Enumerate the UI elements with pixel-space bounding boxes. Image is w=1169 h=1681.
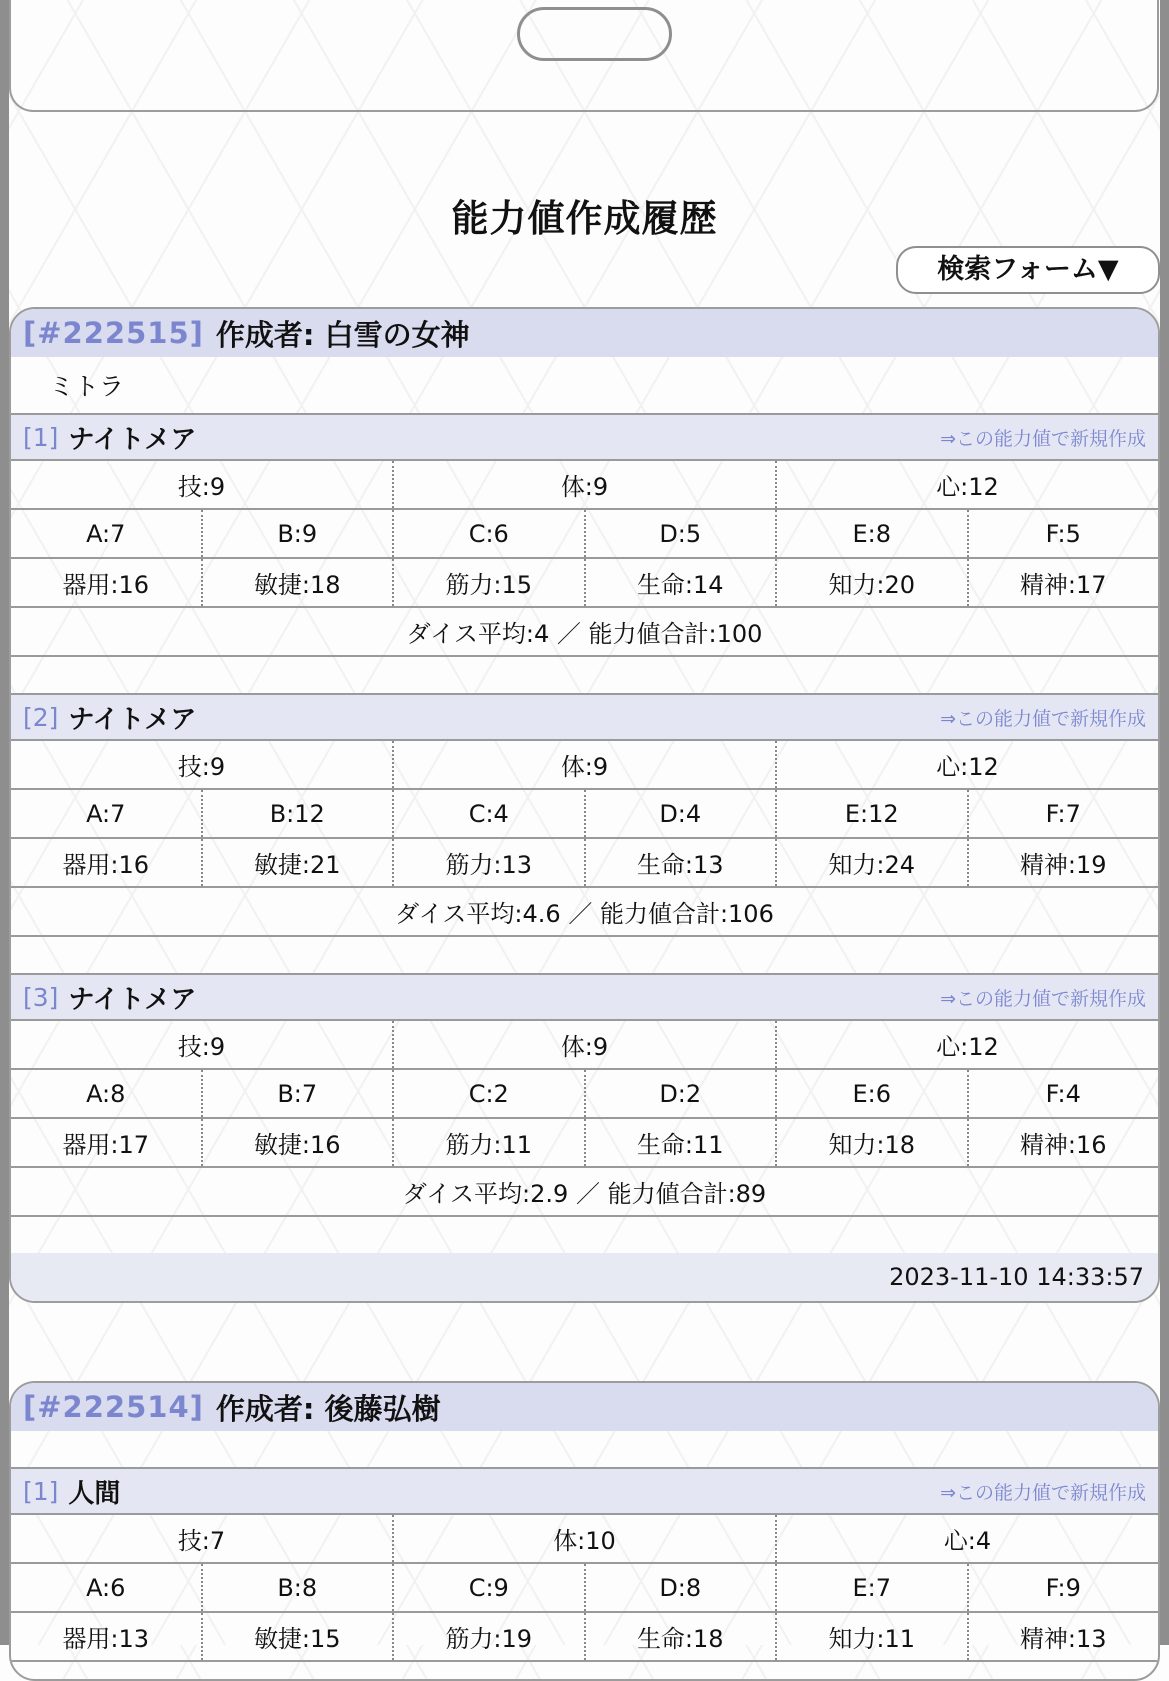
entry-memo xyxy=(11,1431,1158,1467)
base-cell: 技:7 xyxy=(177,1527,226,1555)
stat-cell: 筋力:13 xyxy=(392,839,584,886)
entry-header xyxy=(11,1383,1158,1431)
stat-cell: 生命:18 xyxy=(584,1613,776,1660)
stat-cell: 筋力:11 xyxy=(392,1119,584,1166)
stat-cell: 知力:24 xyxy=(775,839,967,886)
base-cell: 体:9 xyxy=(392,1021,775,1068)
dice-cell: D:2 xyxy=(584,1070,776,1117)
history-entry xyxy=(9,1381,1160,1681)
dice-cell: C:9 xyxy=(392,1564,584,1611)
dice-cell: D:5 xyxy=(584,510,776,557)
dice-cell: E:6 xyxy=(775,1070,967,1117)
record-race: ナイトメア xyxy=(68,424,197,455)
base-row xyxy=(11,741,1158,790)
base-row xyxy=(11,1021,1158,1070)
menu-button[interactable] xyxy=(517,7,672,61)
record-race: ナイトメア xyxy=(68,704,197,735)
stat-cell: 生命:14 xyxy=(584,559,776,606)
dice-cell: F:4 xyxy=(967,1070,1159,1117)
history-entry xyxy=(9,307,1160,1303)
stat-cell: 敏捷:15 xyxy=(201,1613,393,1660)
dice-cell: C:4 xyxy=(392,790,584,837)
search-form-toggle[interactable]: 検索フォーム▼ xyxy=(896,246,1160,294)
dice-row xyxy=(11,1070,1158,1119)
dice-cell: E:7 xyxy=(775,1564,967,1611)
entry-author: 作成者: 後藤弘樹 xyxy=(215,1391,441,1426)
create-from-record-link[interactable]: ⇒この能力値で新規作成 xyxy=(940,427,1146,450)
base-cell: 心:12 xyxy=(775,1021,1158,1068)
base-row xyxy=(11,461,1158,510)
summary-row xyxy=(11,1168,1158,1217)
stat-cell: 精神:17 xyxy=(967,559,1159,606)
stat-cell: 精神:16 xyxy=(967,1119,1159,1166)
stat-cell: 生命:11 xyxy=(584,1119,776,1166)
header-card xyxy=(9,0,1159,112)
record-race: ナイトメア xyxy=(68,984,197,1015)
dice-cell: B:8 xyxy=(201,1564,393,1611)
dice-cell: A:8 xyxy=(86,1079,126,1108)
ability-record xyxy=(11,693,1158,937)
stat-cell: 精神:13 xyxy=(967,1613,1159,1660)
record-header xyxy=(11,975,1158,1021)
base-cell: 心:12 xyxy=(775,461,1158,508)
base-cell: 技:9 xyxy=(177,473,226,501)
create-from-record-link[interactable]: ⇒この能力値で新規作成 xyxy=(940,707,1146,730)
ability-record xyxy=(11,973,1158,1217)
dice-cell: E:12 xyxy=(775,790,967,837)
stat-cell: 器用:16 xyxy=(62,571,150,599)
summary-row xyxy=(11,888,1158,937)
stat-cell: 筋力:19 xyxy=(392,1613,584,1660)
entry-timestamp: 2023-11-10 14:33:57 xyxy=(11,1253,1158,1301)
record-header xyxy=(11,1469,1158,1515)
stat-cell: 生命:13 xyxy=(584,839,776,886)
record-index: [2] xyxy=(23,702,59,732)
base-cell: 体:10 xyxy=(392,1515,775,1562)
stats-row xyxy=(11,839,1158,888)
dice-cell: E:8 xyxy=(775,510,967,557)
stat-cell: 精神:19 xyxy=(967,839,1159,886)
stat-cell: 器用:17 xyxy=(62,1131,150,1159)
record-index: [1] xyxy=(23,1476,59,1506)
dice-cell: F:5 xyxy=(967,510,1159,557)
record-header xyxy=(11,415,1158,461)
dice-cell: A:6 xyxy=(86,1573,126,1602)
dice-cell: D:4 xyxy=(584,790,776,837)
create-from-record-link[interactable]: ⇒この能力値で新規作成 xyxy=(940,987,1146,1010)
dice-cell: A:7 xyxy=(86,799,126,828)
dice-cell: F:7 xyxy=(967,790,1159,837)
summary-cell: ダイス平均:2.9 ／ 能力値合計:89 xyxy=(402,1180,767,1208)
record-index: [3] xyxy=(23,982,59,1012)
summary-cell: ダイス平均:4 ／ 能力値合計:100 xyxy=(406,620,763,648)
stat-cell: 知力:18 xyxy=(775,1119,967,1166)
page-title: 能力値作成履歴 xyxy=(451,197,718,240)
base-cell: 体:9 xyxy=(392,461,775,508)
stat-cell: 敏捷:21 xyxy=(201,839,393,886)
summary-row xyxy=(11,608,1158,657)
dice-cell: B:9 xyxy=(201,510,393,557)
entry-id-link[interactable]: [#222515] xyxy=(23,316,204,350)
entry-header xyxy=(11,309,1158,357)
entry-memo: ミトラ xyxy=(49,372,125,401)
base-cell: 技:9 xyxy=(177,1033,226,1061)
dice-cell: B:7 xyxy=(201,1070,393,1117)
base-cell: 技:9 xyxy=(177,753,226,781)
stats-row xyxy=(11,559,1158,608)
record-header xyxy=(11,695,1158,741)
stat-cell: 知力:11 xyxy=(775,1613,967,1660)
summary-cell: ダイス平均:4.6 ／ 能力値合計:106 xyxy=(395,900,774,928)
entry-id-link[interactable]: [#222514] xyxy=(23,1390,204,1424)
base-cell: 心:4 xyxy=(775,1515,1158,1562)
dice-row xyxy=(11,1564,1158,1613)
base-cell: 体:9 xyxy=(392,741,775,788)
dice-cell: A:7 xyxy=(86,519,126,548)
dice-cell: B:12 xyxy=(201,790,393,837)
stat-cell: 敏捷:18 xyxy=(201,559,393,606)
dice-row xyxy=(11,510,1158,559)
dice-cell: C:6 xyxy=(392,510,584,557)
create-from-record-link[interactable]: ⇒この能力値で新規作成 xyxy=(940,1481,1146,1504)
dice-cell: F:9 xyxy=(967,1564,1159,1611)
base-cell: 心:12 xyxy=(775,741,1158,788)
ability-record xyxy=(11,413,1158,657)
record-race: 人間 xyxy=(68,1478,121,1509)
base-row xyxy=(11,1515,1158,1564)
dice-row xyxy=(11,790,1158,839)
stat-cell: 器用:13 xyxy=(62,1625,150,1653)
stat-cell: 知力:20 xyxy=(775,559,967,606)
stat-cell: 筋力:15 xyxy=(392,559,584,606)
stat-cell: 器用:16 xyxy=(62,851,150,879)
stats-row xyxy=(11,1119,1158,1168)
stats-row xyxy=(11,1613,1158,1662)
record-index: [1] xyxy=(23,422,59,452)
dice-cell: D:8 xyxy=(584,1564,776,1611)
ability-record xyxy=(11,1467,1158,1662)
dice-cell: C:2 xyxy=(392,1070,584,1117)
entry-author: 作成者: 白雪の女神 xyxy=(215,317,470,352)
stat-cell: 敏捷:16 xyxy=(201,1119,393,1166)
